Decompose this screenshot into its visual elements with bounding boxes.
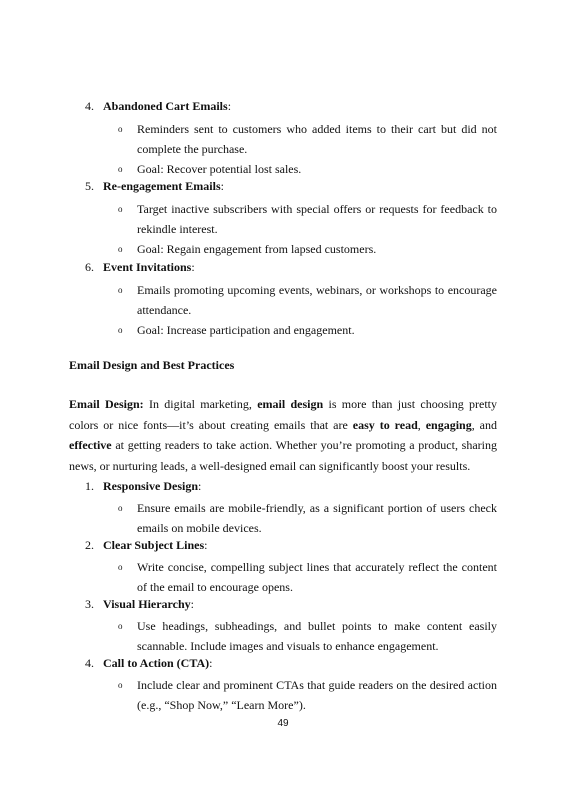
list-number: 1. bbox=[85, 479, 94, 493]
intro-paragraph: Email Design: In digital marketing, email design is more than just choosing pretty colors or nice fonts—it’s about creating emails that are easy to read, engaging, and effective at getting readers to take action. Whether you’re promoting a product, sharing news, or nurturing leads, a well-designed email can significantly boost your results. bbox=[69, 397, 498, 473]
bullet-icon: o bbox=[118, 285, 123, 295]
list-item-title: Clear Subject Lines: bbox=[103, 538, 208, 552]
list-item-title: Event Invitations: bbox=[103, 260, 195, 274]
bullet-icon: o bbox=[118, 204, 123, 214]
sub-item: Goal: Increase participation and engagement. bbox=[137, 323, 355, 337]
list-item-title: Call to Action (CTA): bbox=[103, 656, 213, 670]
sub-item: Write concise, compelling subject lines that accurately reflect the content of the email to encourage opens. bbox=[137, 560, 497, 594]
list-number: 6. bbox=[85, 260, 94, 274]
bullet-icon: o bbox=[118, 244, 123, 254]
page-number: 49 bbox=[277, 718, 289, 729]
list-item-title: Responsive Design: bbox=[103, 479, 202, 493]
sub-item: Goal: Regain engagement from lapsed customers. bbox=[137, 242, 377, 256]
sub-item: Reminders sent to customers who added items to their cart but did not complete the purchase. bbox=[137, 122, 497, 156]
sub-item: Use headings, subheadings, and bullet points to make content easily scannable. Include images and visuals to enhance engagement. bbox=[137, 619, 497, 653]
bullet-icon: o bbox=[118, 562, 123, 572]
section-heading: Email Design and Best Practices bbox=[69, 358, 235, 372]
list-number: 4. bbox=[85, 99, 94, 113]
bullet-icon: o bbox=[118, 325, 123, 335]
bullet-icon: o bbox=[118, 621, 123, 631]
sub-item: Include clear and prominent CTAs that guide readers on the desired action (e.g., “Shop Now,” “Learn More”). bbox=[137, 678, 497, 712]
sub-item: Goal: Recover potential lost sales. bbox=[137, 162, 302, 176]
bullet-icon: o bbox=[118, 164, 123, 174]
sub-item: Ensure emails are mobile-friendly, as a significant portion of users check emails on mobile devices. bbox=[137, 501, 497, 535]
list-number: 4. bbox=[85, 656, 94, 670]
list-number: 5. bbox=[85, 179, 94, 193]
list-item-title: Re-engagement Emails: bbox=[103, 179, 224, 193]
list-item-title: Visual Hierarchy: bbox=[103, 597, 195, 611]
list-number: 3. bbox=[85, 597, 94, 611]
list-number: 2. bbox=[85, 538, 94, 552]
sub-item: Target inactive subscribers with special offers or requests for feedback to rekindle interest. bbox=[137, 202, 497, 236]
bullet-icon: o bbox=[118, 680, 123, 690]
list-item-title: Abandoned Cart Emails: bbox=[103, 99, 232, 113]
sub-item: Emails promoting upcoming events, webinars, or workshops to encourage attendance. bbox=[137, 283, 497, 317]
bullet-icon: o bbox=[118, 124, 123, 134]
bullet-icon: o bbox=[118, 503, 123, 513]
